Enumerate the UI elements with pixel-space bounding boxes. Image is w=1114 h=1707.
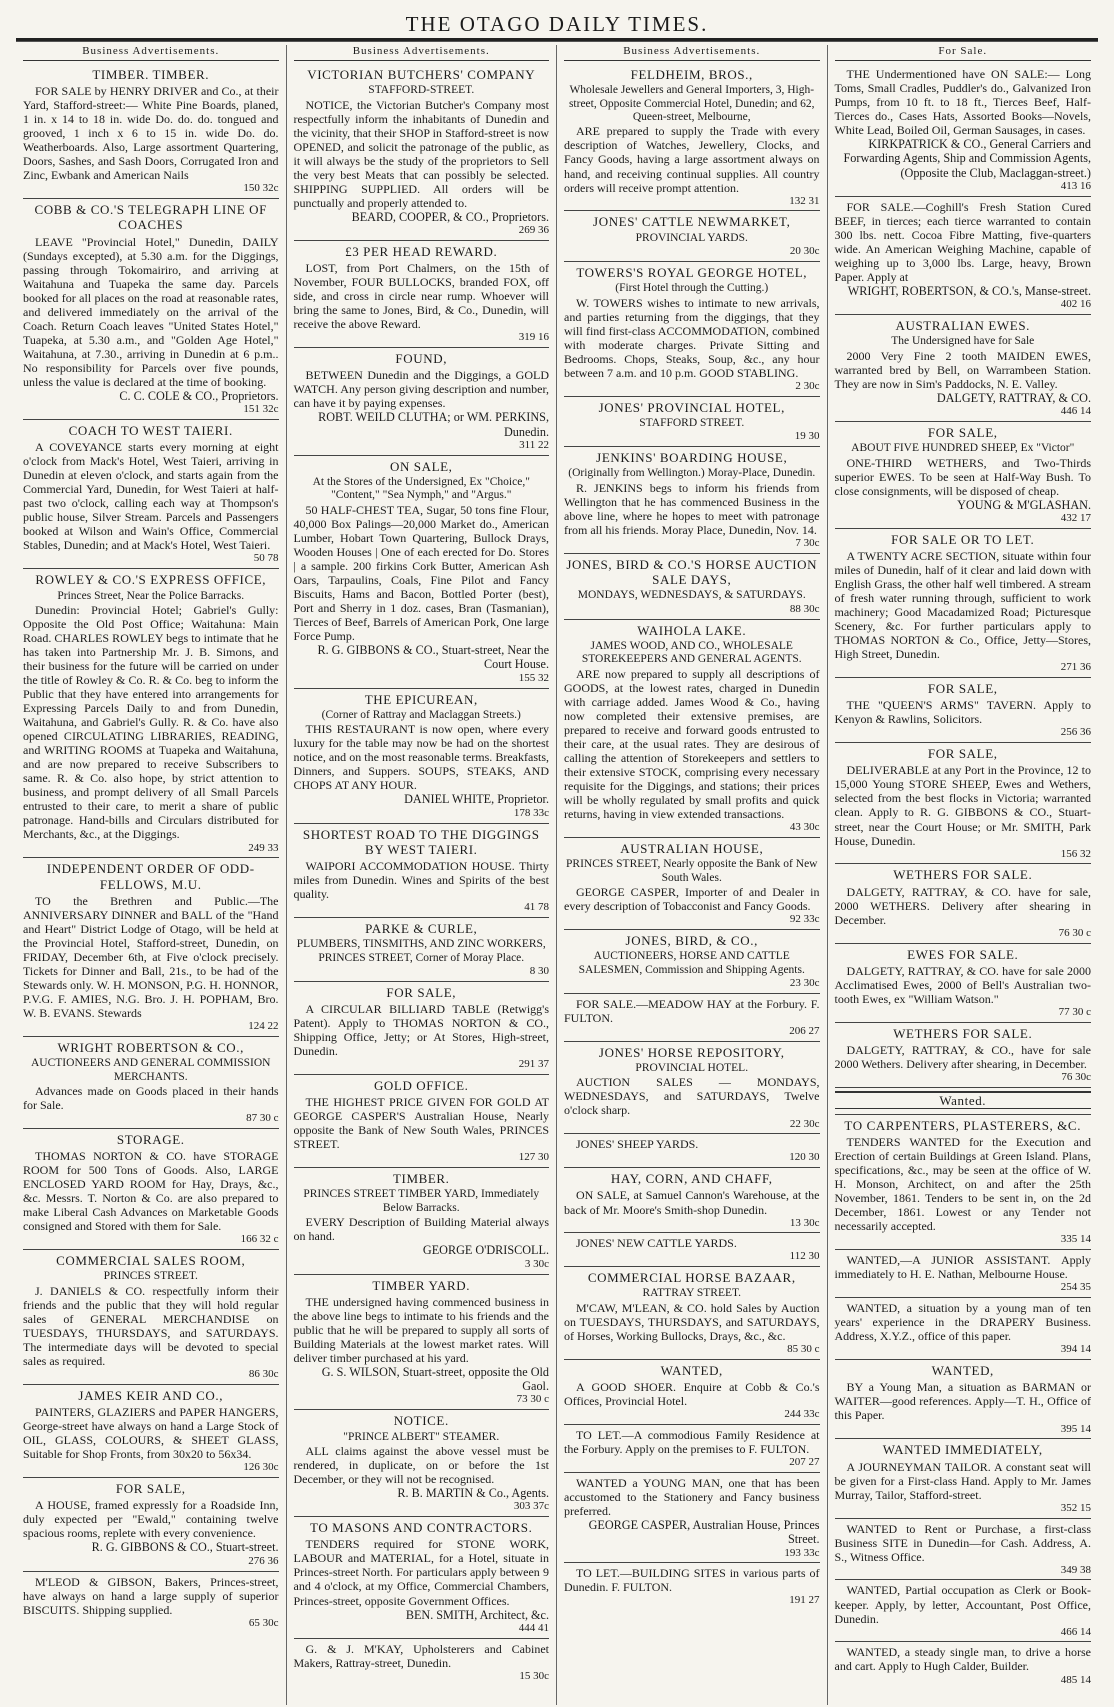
- advertisement: [564, 1563, 820, 1610]
- ad-body: ONE-THIRD WETHERS, and Two-Thirds superior EWES. To be seen at Half-Way Bush. To close consignments, will be disposed of cheap.: [834, 455, 1091, 498]
- ad-subtitle: PROVINCIAL HOTEL.: [635, 1061, 749, 1074]
- ad-subtitle: Princes Street, Near the Police Barracks.: [57, 589, 245, 602]
- ad-reference-number: 73 30 c: [516, 1393, 549, 1406]
- ad-body: THE undersigned having commenced business in the above line begs to intimate to his friends and the public that he will be prepared to supply all sorts of Building Materials at the lowest market rates. Will deliver timber purchased at his yard.: [293, 1294, 549, 1365]
- ad-subtitle: (First Hotel through the Cutting.): [615, 282, 769, 295]
- ad-reference-number: 126 30c: [243, 1461, 279, 1474]
- ad-reference-number: 352 15: [1060, 1501, 1091, 1514]
- ad-title: FOUND,: [395, 351, 448, 367]
- ad-title: PARKE & CURLE,: [365, 920, 478, 936]
- ad-reference-number: 191 27: [789, 1594, 820, 1607]
- ad-reference-number: 112 30: [789, 1250, 820, 1263]
- ad-title: NOTICE.: [393, 1413, 449, 1429]
- ad-reference-number: 394 14: [1060, 1343, 1091, 1356]
- advertisement: [564, 1042, 820, 1135]
- ad-subtitle: STAFFORD STREET.: [639, 416, 745, 429]
- ad-subtitle: ABOUT FIVE HUNDRED SHEEP, Ex "Victor": [851, 442, 1075, 455]
- ad-title: THE EPICUREAN,: [364, 691, 478, 707]
- advertisement: [294, 1075, 550, 1168]
- ad-title: JONES' PROVINCIAL HOTEL,: [598, 399, 785, 415]
- ad-subtitle: MONDAYS, WEDNESDAYS, & SATURDAYS.: [577, 589, 806, 602]
- ad-reference-number: 335 14: [1060, 1233, 1091, 1246]
- ad-reference-number: 303 37c: [513, 1500, 549, 1513]
- ad-reference-number: 319 16: [518, 331, 549, 344]
- ad-subtitle: (Corner of Rattray and Maclaggan Streets.): [321, 708, 521, 721]
- ad-signature: G. S. WILSON, Stuart-street, opposite the Old Gaol.: [321, 1364, 549, 1394]
- advertisement: [23, 1129, 279, 1250]
- advertisement: [835, 1580, 1092, 1642]
- ad-body: 2000 Very Fine 2 tooth MAIDEN EWES, warranted bred by Bell, on Warrambeen Station. They are now in Sim's Paddocks, N. E. Valley.: [834, 348, 1091, 391]
- ad-body: LOST, from Port Chalmers, on the 15th of November, FOUR BULLOCKS, branded FOX, off side, and cross in circle near rump. Whoever will bring the same to Jones, Bird, & Co., Dunedin, will receive the above Reward.: [293, 261, 549, 332]
- ad-body: PAINTERS, GLAZIERS and PAPER HANGERS, George-street have always on hand a Large Stock of OIL, GLASS, COLOURS, & SHEET GLASS, Suitable for Shop Fronts, from 30x20 to 56x34.: [23, 1405, 279, 1462]
- advertisement: [564, 1134, 820, 1168]
- ad-title: GOLD OFFICE.: [373, 1078, 469, 1094]
- advertisement: [835, 1115, 1092, 1250]
- ad-reference-number: 446 14: [1060, 405, 1091, 417]
- advertisement: [23, 199, 279, 420]
- advertisement: [835, 197, 1092, 315]
- ad-body: M'CAW, M'LEAN, & CO. hold Sales by Auction on TUESDAYS, THURSDAYS, and SATURDAYS, of Horses, Working Bullocks, Drays, &c., &c.: [564, 1300, 820, 1343]
- column-heading: For Sale.: [835, 45, 1092, 61]
- ad-reference-number: 444 41: [518, 1621, 549, 1634]
- ad-reference-number: 156 32: [1060, 847, 1091, 860]
- ad-reference-number: 22 30c: [789, 1117, 820, 1130]
- ad-title: FOR SALE,: [927, 424, 998, 440]
- advertisement: [23, 1478, 279, 1571]
- ad-reference-number: 271 36: [1060, 661, 1091, 674]
- ad-title: JAMES KEIR AND CO.,: [78, 1387, 224, 1403]
- ad-reference-number: 23 30c: [789, 976, 820, 989]
- ad-reference-number: 13 30c: [789, 1216, 820, 1229]
- ad-reference-number: 86 30c: [248, 1368, 279, 1381]
- ad-reference-number: 432 17: [1060, 511, 1091, 524]
- ad-reference-number: 15 30c: [519, 1669, 549, 1682]
- ad-body: WANTED, a situation by a young man of ten years' experience in the DRAPERY Business. Address, X.Y.Z., office of this paper.: [834, 1301, 1091, 1344]
- ad-body: R. JENKINS begs to inform his friends from Wellington that he has commenced Business in the above line, where he hopes to meet with patronage from all his friends. Moray Place, Dunedin, Nov. 14.: [564, 480, 820, 537]
- advertisement: [835, 1023, 1092, 1088]
- ad-body: TENDERS required for STONE WORK, LABOUR and MATERIAL, for a Hotel, situate in Princes-street North. For particulars apply between 9 and 4 o'clock, at my Office, Commercial Chambers, Princes-street, opposite Government Offices.: [293, 1537, 549, 1608]
- ad-title: TOWERS'S ROYAL GEORGE HOTEL,: [576, 264, 808, 280]
- ad-title: AUSTRALIAN EWES.: [895, 317, 1031, 333]
- ad-signature: BEARD, COOPER, & CO., Proprietors.: [351, 209, 549, 224]
- ad-signature: WRIGHT, ROBERTSON, & CO.'s, Manse-street.: [847, 283, 1091, 298]
- ad-body: JONES' NEW CATTLE YARDS.: [576, 1236, 737, 1251]
- ad-body: THE Undermentioned have ON SALE:— Long Toms, Small Cradles, Puddler's do., Galvanized Iron Pumps, from 10 ft. to 18 ft., Tierces Beef, Half-Tierces do., Cases Hats, Assorted Books—Novels, White Lead, Boiled Oil, German Sausages, in cases.: [834, 66, 1091, 137]
- ad-body: LEAVE "Provincial Hotel," Dunedin, DAILY (Sundays excepted), at 5.30 a.m. for the Diggings, passing through Tokomairiro, and arriving at Waitahuna and Tuapeka the same day. Parcels booked for all places on the road at reasonable rates, and delivered immediately on the arrival of the Coach. Return Coach leaves "United States Hotel," Tuapeka, at 5.30 a.m., and "Golden Age Hotel," Waitahuna, at 7.30., arriving in Dunedin at 6 p.m.. No responsibility for Parcels over five pounds, unless the value is declared at the time of booking.: [23, 234, 279, 389]
- masthead-rule: [16, 38, 1098, 42]
- ad-reference-number: 127 30: [518, 1151, 549, 1164]
- ad-reference-number: 291 37: [518, 1058, 549, 1071]
- advertisement: [23, 1385, 279, 1478]
- ad-signature: R. B. MARTIN & Co., Agents.: [397, 1486, 549, 1501]
- ad-title: JONES, BIRD & CO.'S HORSE AUCTION SALE DAYS,: [566, 556, 818, 588]
- ad-title: COMMERCIAL HORSE BAZAAR,: [587, 1270, 796, 1286]
- ad-reference-number: 19 30: [794, 430, 820, 443]
- ad-title: FELDHEIM, BROS.,: [630, 66, 753, 82]
- advertisement: [564, 1473, 820, 1563]
- ad-title: VICTORIAN BUTCHERS' COMPANY: [307, 66, 536, 82]
- ad-reference-number: 77 30 c: [1058, 1005, 1091, 1018]
- ad-body: WAIPORI ACCOMMODATION HOUSE. Thirty miles from Dunedin. Wines and Spirits of the best quality.: [293, 858, 549, 902]
- ad-body: NOTICE, the Victorian Butcher's Company most respectfully inform the inhabitants of Dunedin and the vicinity, that their SHOP in Stafford-street is now OPENED, and solicit the patronage of the public, as it will always be the study of the proprietors to Sell the very best Meats that can possibly be selected. SHIPPING SUPPLIED. All orders will be punctually and properly attended to.: [293, 97, 549, 210]
- advertisement: [835, 1088, 1092, 1115]
- ad-title: TIMBER YARD.: [372, 1277, 471, 1293]
- column-4: [828, 45, 1099, 1705]
- advertisement: [23, 569, 279, 858]
- ad-reference-number: 85 30 c: [787, 1343, 820, 1356]
- advertisement: [835, 1439, 1092, 1518]
- advertisement: [564, 554, 820, 620]
- ad-body: FOR SALE by HENRY DRIVER and Co., at their Yard, Stafford-street:— White Pine Boards, planed, 1 in. x 14 to 18 in. wide Do. do. do. tongued and grooved, 1 inch x 6 to 15 in. wide Do. do. Weatherboards. Also, Large assortment Quartering, Doors, Sashes, and Sash Doors, Corrugated Iron and Zinc, Ewbank and American Nails: [23, 84, 279, 183]
- ad-reference-number: 413 16: [1060, 179, 1091, 192]
- ad-reference-number: 155 32: [518, 671, 549, 684]
- ad-body: A JOURNEYMAN TAILOR. A constant seat will be given for a First-class Hand. Apply to Mr. James Murray, Tailor, Stafford-street.: [834, 1459, 1091, 1502]
- ad-subtitle: AUCTIONEERS AND GENERAL COMMISSION MERCHANTS.: [31, 1057, 271, 1083]
- advertisement: [564, 1233, 820, 1267]
- advertisement: [835, 1298, 1092, 1360]
- advertisement: [835, 64, 1092, 197]
- ad-reference-number: 150 32c: [243, 182, 279, 195]
- advertisement: [23, 1250, 279, 1385]
- ad-title: HAY, CORN, AND CHAFF,: [610, 1171, 773, 1187]
- ad-body: BETWEEN Dunedin and the Diggings, a GOLD WATCH. Any person giving description and number, can have it by paying expenses.: [293, 368, 549, 411]
- ad-title: COBB & CO.'S TELEGRAPH LINE OF COACHES: [34, 202, 267, 233]
- ad-subtitle: PLUMBERS, TINSMITHS, AND ZINC WORKERS, PRINCES STREET, Corner of Moray Place.: [296, 938, 546, 964]
- ad-reference-number: 88 30c: [789, 602, 820, 615]
- ad-body: DALGETY, RATTRAY, & CO. have for sale, 2000 WETHERS. Delivery after shearing in December.: [834, 884, 1091, 927]
- ad-body: AUCTION SALES — MONDAYS, WEDNESDAYS, and SATURDAYS, Twelve o'clock sharp.: [564, 1075, 820, 1118]
- advertisement: [564, 994, 820, 1042]
- advertisement: [294, 1168, 550, 1274]
- ad-reference-number: 402 16: [1060, 298, 1091, 311]
- ad-body: G. & J. M'KAY, Upholsterers and Cabinet Makers, Rattray-street, Dunedin.: [293, 1641, 549, 1670]
- column-heading: Business Advertisements.: [564, 45, 820, 61]
- advertisement: [294, 918, 550, 982]
- ad-title: INDEPENDENT ORDER OF ODD-FELLOWS, M.U.: [46, 861, 255, 892]
- ad-reference-number: 76 30 c: [1058, 926, 1091, 939]
- advertisement: [835, 1642, 1092, 1689]
- ad-subtitle: PRINCES STREET TIMBER YARD, Immediately Below Barracks.: [303, 1188, 540, 1214]
- ad-reference-number: 76 30c: [1061, 1071, 1091, 1083]
- ad-title: FOR SALE,: [927, 746, 998, 762]
- ad-title: FOR SALE,: [927, 681, 998, 697]
- ad-subtitle: STAFFORD-STREET.: [368, 84, 475, 97]
- ad-title: AUSTRALIAN HOUSE,: [620, 840, 764, 856]
- column-3: [557, 45, 828, 1705]
- newspaper-title: THE OTAGO DAILY TIMES.: [405, 12, 709, 36]
- advertisement: [564, 447, 820, 554]
- ad-title: SHORTEST ROAD TO THE DIGGINGS BY WEST TAIERI.: [302, 826, 540, 857]
- ad-body: WANTED,—A JUNIOR ASSISTANT. Apply immediately to H. E. Nathan, Melbourne House.: [834, 1253, 1091, 1282]
- ad-reference-number: 256 36: [1060, 726, 1091, 739]
- ad-reference-number: 178 33c: [513, 806, 549, 819]
- ad-reference-number: 132 31: [789, 194, 820, 207]
- ad-title: EWES FOR SALE.: [907, 946, 1019, 962]
- ad-body: A HOUSE, framed expressly for a Roadside Inn, duly expected per "Ewald," containing twelve spacious rooms, replete with every convenience.: [23, 1498, 279, 1541]
- ad-reference-number: 466 14: [1060, 1625, 1091, 1638]
- ad-signature: DALGETY, RATTRAY, & CO.: [936, 390, 1091, 405]
- ad-reference-number: 395 14: [1060, 1422, 1091, 1435]
- ad-reference-number: 41 78: [524, 901, 549, 914]
- advertisement: [564, 1267, 820, 1360]
- ad-reference-number: 20 30c: [789, 245, 820, 258]
- ad-subtitle: JAMES WOOD, AND CO., WHOLESALE STOREKEEPERS AND GENERAL AGENTS.: [581, 639, 802, 666]
- advertisement: [564, 1360, 820, 1425]
- ad-signature: C. C. COLE & CO., Proprietors.: [119, 388, 279, 403]
- ad-title: £3 PER HEAD REWARD.: [345, 243, 498, 259]
- ad-reference-number: 43 30c: [789, 820, 820, 833]
- ad-body: GEORGE CASPER, Importer of and Dealer in every description of Tobacconist and Fancy Goods.: [564, 884, 820, 913]
- advertisement: [835, 315, 1092, 422]
- advertisement: [294, 1517, 550, 1638]
- advertisement: [294, 348, 550, 456]
- ad-title: ON SALE,: [389, 458, 453, 474]
- ad-subtitle: PROVINCIAL YARDS.: [635, 231, 748, 244]
- ad-signature: GEORGE CASPER, Australian House, Princes Street.: [588, 1518, 820, 1547]
- ad-title: JENKINS' BOARDING HOUSE,: [596, 450, 788, 466]
- column-2: [287, 45, 558, 1705]
- ad-title: WANTED,: [660, 1362, 723, 1378]
- ad-body: ALL claims against the above vessel must be rendered, in duplicate, on or before the 1st December, or they will not be recognised.: [293, 1443, 549, 1487]
- advertisement: [294, 1275, 550, 1411]
- ad-body: Advances made on Goods placed in their hands for Sale.: [23, 1084, 279, 1113]
- column-heading: Business Advertisements.: [23, 45, 279, 61]
- column-heading: Business Advertisements.: [294, 45, 550, 61]
- ad-reference-number: 249 33: [248, 841, 279, 854]
- ad-subtitle: At the Stores of the Undersigned, Ex "Choice," "Content," "Sea Nymph," and "Argus.": [312, 476, 530, 502]
- masthead: [16, 10, 1098, 36]
- ad-title: WETHERS FOR SALE.: [893, 867, 1033, 883]
- ad-reference-number: 207 27: [789, 1456, 820, 1469]
- advertisement-columns: [16, 45, 1098, 1705]
- ad-title: COMMERCIAL SALES ROOM,: [56, 1253, 246, 1269]
- ad-title: COACH TO WEST TAIERI.: [68, 423, 233, 439]
- ad-signature: BEN. SMITH, Architect, &c.: [405, 1607, 549, 1622]
- ad-signature: R. G. GIBBONS & CO., Stuart-street.: [91, 1540, 279, 1555]
- ad-title: TIMBER. TIMBER.: [92, 66, 210, 82]
- ad-body: THOMAS NORTON & CO. have STORAGE ROOM for 500 Tons of Goods. Also, LARGE ENCLOSED YARD ROOM for Hay, Drays, &c., &c. Messrs. T. Norton & Co. are also prepared to make Liberal Cash Advances on Marketable Goods consigned and Stored with them for Sale.: [23, 1149, 279, 1234]
- ad-body: A GOOD SHOER. Enquire at Cobb & Co.'s Offices, Provincial Hotel.: [564, 1380, 820, 1409]
- ad-body: W. TOWERS wishes to intimate to new arrivals, and parties returning from the diggings, that they will find first-class ACCOMMODATION, combined with moderate charges. Private Sitting and Bedrooms. Chops, Steaks, Soup, &c., any hour between 7 a.m. and 10 p.m. GOOD STABLING.: [564, 295, 820, 380]
- ad-body: TO LET.—A commodious Family Residence at the Forbury. Apply on the premises to F. FULTON.: [564, 1428, 820, 1457]
- advertisement: [835, 1250, 1092, 1298]
- ad-subtitle: AUCTIONEERS, HORSE AND CATTLE SALESMEN, Commission and Shipping Agents.: [578, 950, 805, 976]
- advertisement: [835, 529, 1092, 678]
- advertisement: [564, 262, 820, 397]
- ad-reference-number: 269 36: [518, 224, 549, 237]
- column-1: [16, 45, 287, 1705]
- ad-reference-number: 65 30c: [248, 1616, 279, 1629]
- ad-reference-number: 254 35: [1060, 1281, 1091, 1294]
- ad-subtitle: Wholesale Jewellers and General Importers, 3, High-street, Opposite Commercial Hotel, Dunedin; and 62, Queen-street, Melbourne,: [568, 84, 815, 123]
- ad-body: A CIRCULAR BILLIARD TABLE (Retwigg's Patent). Apply to THOMAS NORTON & CO., Shipping Office, Jetty; or At Stores, High-street, Dunedin.: [293, 1002, 549, 1059]
- advertisement: [835, 864, 1092, 943]
- ad-reference-number: 349 38: [1060, 1563, 1091, 1576]
- advertisement: [564, 1168, 820, 1233]
- ad-subtitle: RATTRAY STREET.: [642, 1287, 742, 1300]
- advertisement: [23, 420, 279, 569]
- ad-body: TO the Brethren and Public.—The ANNIVERSARY DINNER and BALL of the "Hand and Heart" District Lodge of Otago, will be held at the Provincial Hotel, Stafford-street, Dunedin, on FRIDAY, December 6th, at Five o'clock precisely. Tickets for Dinner and Ball, 21s., to be had of the Stewards only. W. H. MONSON, P.G. H. HONNOR, P.V.G. F. AMIES, N.G. Bro. J. H. POPHAM, Bro. W. B. EVANS. Stewards: [23, 893, 279, 1021]
- ad-reference-number: 87 30 c: [246, 1112, 279, 1125]
- ad-signature: ROBT. WEILD CLUTHA; or WM. PERKINS, Dunedin.: [318, 410, 549, 439]
- advertisement: [564, 930, 820, 994]
- ad-body: TO LET.—BUILDING SITES in various parts of Dunedin. F. FULTON.: [564, 1566, 820, 1595]
- advertisement: [835, 743, 1092, 864]
- advertisement: [835, 1360, 1092, 1439]
- ad-body: DELIVERABLE at any Port in the Province, 12 to 15,000 Young STORE SHEEP, Ewes and Wethers, selected from the best flocks in Victoria; warranted clean. Apply to R. G. GIBBONS & CO., Stuart-street, near the Court House; or Mr. SMITH, Park House, Dunedin.: [834, 763, 1091, 848]
- ad-body: A TWENTY ACRE SECTION, situate within four miles of Dunedin, half of it clear and laid down with English Grass, the other half well timbered. A stream of fresh water running through, sufficient to work machinery; Good Macadamized Road; Picturesque Scenery, &c. For further particulars apply to THOMAS NORTON & Co., Office, Jetty—Stores, High Street, Dunedin.: [834, 548, 1091, 662]
- ad-reference-number: 166 32 c: [240, 1233, 279, 1246]
- advertisement: [294, 1410, 550, 1517]
- ad-reference-number: 124 22: [248, 1020, 279, 1033]
- ad-body: DALGETY, RATTRAY, & CO. have for sale 2000 Acclimatised Ewes, 2000 of Bell's Australian two-tooth Ewes, ex "William Watson.": [834, 963, 1091, 1006]
- advertisement: [23, 64, 279, 199]
- advertisement: [294, 689, 550, 824]
- ad-body: EVERY Description of Building Material always on hand.: [293, 1215, 549, 1244]
- ad-body: TENDERS WANTED for the Execution and Erection of certain Buildings at Green Island. Plans, specifications, &c., may be seen at the office of W. H. Monson, Architect, on and after the 25th November, 1861. Tenders to be sent in, on the 2d December, 1861. Lowest or any Tender not necessarily accepted.: [834, 1135, 1091, 1234]
- ad-body: J. DANIELS & CO. respectfully inform their friends and the public that they will hold regular sales of GENERAL MERCHANDISE on TUESDAYS, THURSDAYS, and SATURDAYS. The intermediate days will be devoted to special sales as required.: [23, 1283, 279, 1369]
- ad-body: A COVEYANCE starts every morning at eight o'clock from Mack's Hotel, West Taieri, arriving in Dunedin at eleven o'clock, and starts again from the Commercial Yard, Dunedin, for West Taieri at half-past two o'clock, calling each way at Thompson's public house, Silver Stream. Parcels and Passengers booked at Wilson and Wain's Office, Commercial Stables, Dunedin; and at Mack's Hotel, West Taieri.: [23, 440, 279, 553]
- ad-body: ON SALE, at Samuel Cannon's Warehouse, at the back of Mr. Moore's Smith-shop Dunedin.: [564, 1188, 820, 1217]
- ad-reference-number: 276 36: [248, 1554, 279, 1567]
- ad-title: JONES, BIRD, & CO.,: [625, 932, 758, 948]
- ad-title: TO MASONS AND CONTRACTORS.: [310, 1520, 533, 1536]
- ad-signature: DANIEL WHITE, Proprietor.: [404, 792, 549, 807]
- ad-reference-number: 3 30c: [524, 1257, 549, 1270]
- advertisement: [835, 422, 1092, 529]
- advertisement: [835, 678, 1092, 743]
- ad-body: FOR SALE.—Coghill's Fresh Station Cured BEEF, in tierces; each tierce warranted to contain 300 lbs. nett. Cocoa Fibre Matting, five-quarters wide. An American Weighing Machine, capable of weighing up to 3,000 lbs. Large, heavy, Brown Paper. Apply at: [834, 199, 1091, 284]
- ad-title: WANTED,: [931, 1363, 994, 1379]
- ad-title: WETHERS FOR SALE.: [893, 1025, 1033, 1041]
- ad-title: STORAGE.: [116, 1131, 185, 1147]
- advertisement: [23, 1037, 279, 1129]
- ad-title: Wanted.: [835, 1091, 1092, 1109]
- ad-title: FOR SALE,: [115, 1481, 186, 1497]
- ad-body: BY a Young Man, a situation as BARMAN or WAITER—good references. Apply—T. H., Office of this Paper.: [834, 1380, 1091, 1423]
- ad-body: JONES' SHEEP YARDS.: [576, 1137, 699, 1152]
- ad-body: ARE prepared to supply the Trade with every description of Watches, Jewellery, Clocks, and Fancy Goods, having a large assortment always on hand, and receiving continual supplies. All country orders will receive prompt attention.: [564, 124, 820, 195]
- ad-reference-number: 244 33c: [784, 1408, 820, 1421]
- advertisement: [294, 1639, 550, 1686]
- ad-signature: KIRKPATRICK & CO., General Carriers and Forwarding Agents, Ship and Commission Agents, (Opposite the Club, Maclaggan-street.): [843, 137, 1091, 180]
- ad-subtitle: PRINCES STREET.: [103, 1270, 198, 1283]
- ad-body: ARE now prepared to supply all descriptions of GOODS, at the lowest rates, charged in Dunedin with carriage added. James Wood & Co., having now completed their extensive premises, are prepared to receive and forward goods entrusted to their care, at the usual rates. They are desirous of calling the attention of Storekeepers and settlers to their extensive STOCK, comprising every necessary requisite for the Diggings, and stations; their prices will be wholly regulated by small profits and quick returns, having in view extended transactions.: [564, 666, 820, 821]
- ad-subtitle: The Undersigned have for Sale: [891, 335, 1035, 348]
- ad-subtitle: "PRINCE ALBERT" STEAMER.: [343, 1430, 500, 1443]
- advertisement: [564, 64, 820, 212]
- advertisement: [564, 838, 820, 930]
- advertisement: [564, 211, 820, 262]
- ad-body: WANTED to Rent or Purchase, a first-class Business SITE in Dunedin—for Cash. Address, A. S., Witness Office.: [834, 1521, 1091, 1564]
- advertisement: [23, 1572, 279, 1633]
- ad-body: THE HIGHEST PRICE GIVEN FOR GOLD AT GEORGE CASPER'S Australian House, Nearly opposite the Bank of New South Wales, PRINCES STREET.: [293, 1095, 549, 1152]
- ad-title: ROWLEY & CO.'S EXPRESS OFFICE,: [35, 572, 267, 588]
- ad-title: TIMBER.: [392, 1171, 450, 1187]
- ad-title: TO CARPENTERS, PLASTERERS, &C.: [844, 1118, 1082, 1134]
- ad-body: DALGETY, RATTRAY, & CO., have for sale 2000 Wethers. Delivery after shearing, in December.: [834, 1042, 1091, 1071]
- advertisement: [564, 620, 820, 838]
- advertisement: [294, 64, 550, 241]
- advertisement: [564, 397, 820, 448]
- ad-body: Dunedin: Provincial Hotel; Gabriel's Gully: Opposite the Old Post Office; Waitahuna: Main Road. CHARLES ROWLEY begs to intimate that he has taken into Partnership Mr. J. B. Simons, and their business for the future will be carried on under the title of Rowley & Co. R. & Co. beg to inform the Public that they have entered into arrangements for Expressing Parcels Daily to and from Dunedin, Waitahuna, and Gabriel's Gully. R. & Co. have also opened CIRCULATING LIBRARIES, READING, and WRITING ROOMS at Tuapeka and Waitahuna, and are now prepared to receive Subscribers to same. R. & Co. also hope, by strict attention to business, and prompt delivery of all Small Parcels entrusted to their care, to merit a share of public patronage. Hand-bills and Circulars distributed for Merchants, &c., at the Diggings.: [23, 602, 279, 842]
- advertisement: [564, 1425, 820, 1473]
- ad-reference-number: 311 22: [519, 438, 549, 451]
- ad-body: 50 HALF-CHEST TEA, Sugar, 50 tons fine Flour, 40,000 Box Palings—20,000 Market do., American Lumber, Hobart Town Quartering, Bullock Drays, Wooden Houses | One of each erected for Do. Stores | a sample. 200 firkins Cork Butter, American Ash Oars, Tarpaulins, Coals, Fine Pilot and Fancy Biscuits, Hams and Bacon, Bottled Porter (best), Port and Sherry in 1 doz. cases, Bran (Tasmanian), Tierces of Beef, Barrels of American Pork, One large Force Pump.: [293, 502, 549, 644]
- ad-title: WAIHOLA LAKE.: [637, 622, 747, 638]
- ad-body: WANTED, a steady single man, to drive a horse and cart. Apply to Hugh Calder, Builder.: [834, 1645, 1091, 1674]
- ad-body: THE "QUEEN'S ARMS" TAVERN. Apply to Kenyon & Rawlins, Solicitors.: [834, 698, 1091, 727]
- ad-signature: GEORGE O'DRISCOLL.: [422, 1243, 549, 1258]
- ad-reference-number: 7 30c: [795, 536, 820, 549]
- ad-reference-number: 193 33c: [784, 1546, 820, 1559]
- ad-subtitle: (Originally from Wellington.) Moray-Place, Dunedin.: [568, 467, 816, 480]
- advertisement: [835, 944, 1092, 1023]
- ad-reference-number: 151 32c: [243, 403, 279, 416]
- advertisement: [294, 982, 550, 1075]
- ad-title: JONES' CATTLE NEWMARKET,: [593, 214, 791, 230]
- ad-body: THIS RESTAURANT is now open, where every luxury for the table may now be had on the shortest notice, and on the most reasonable terms. Breakfasts, Dinners, and Suppers. SOUPS, STEAKS, AND CHOPS AT ANY HOUR.: [293, 722, 549, 793]
- advertisement: [835, 1519, 1092, 1581]
- ad-reference-number: 2 30c: [795, 379, 820, 392]
- advertisement: [294, 456, 550, 689]
- ad-reference-number: 206 27: [789, 1024, 820, 1037]
- ad-title: JONES' HORSE REPOSITORY,: [598, 1044, 785, 1060]
- ad-signature: R. G. GIBBONS & CO., Stuart-street, Near the Court House.: [317, 643, 549, 672]
- advertisement: [23, 858, 279, 1037]
- ad-reference-number: 120 30: [789, 1151, 820, 1164]
- ad-signature: YOUNG & M'GLASHAN.: [957, 497, 1091, 512]
- ad-body: WANTED a YOUNG MAN, one that has been accustomed to the Stationery and Fancy business preferred.: [564, 1475, 820, 1518]
- ad-reference-number: 92 33c: [789, 913, 820, 926]
- advertisement: [294, 241, 550, 348]
- ad-title: WANTED IMMEDIATELY,: [882, 1442, 1043, 1458]
- ad-body: M'LEOD & GIBSON, Bakers, Princes-street, have always on hand a large supply of superior BISCUITS. Shipping supplied.: [23, 1574, 279, 1617]
- ad-body: WANTED, Partial occupation as Clerk or Book-keeper. Apply, by letter, Accountant, Post Office, Dunedin.: [834, 1583, 1091, 1626]
- ad-title: FOR SALE OR TO LET.: [891, 531, 1035, 547]
- ad-reference-number: 485 14: [1060, 1673, 1091, 1686]
- ad-reference-number: 50 78: [253, 552, 279, 565]
- ad-title: WRIGHT ROBERTSON & CO.,: [57, 1039, 244, 1055]
- ad-subtitle: PRINCES STREET, Nearly opposite the Bank of New South Wales.: [566, 858, 818, 884]
- advertisement: [294, 824, 550, 918]
- ad-body: FOR SALE.—MEADOW HAY at the Forbury. F. FULTON.: [564, 996, 820, 1025]
- ad-reference-number: 8 30: [529, 965, 549, 978]
- ad-title: FOR SALE,: [386, 984, 457, 1000]
